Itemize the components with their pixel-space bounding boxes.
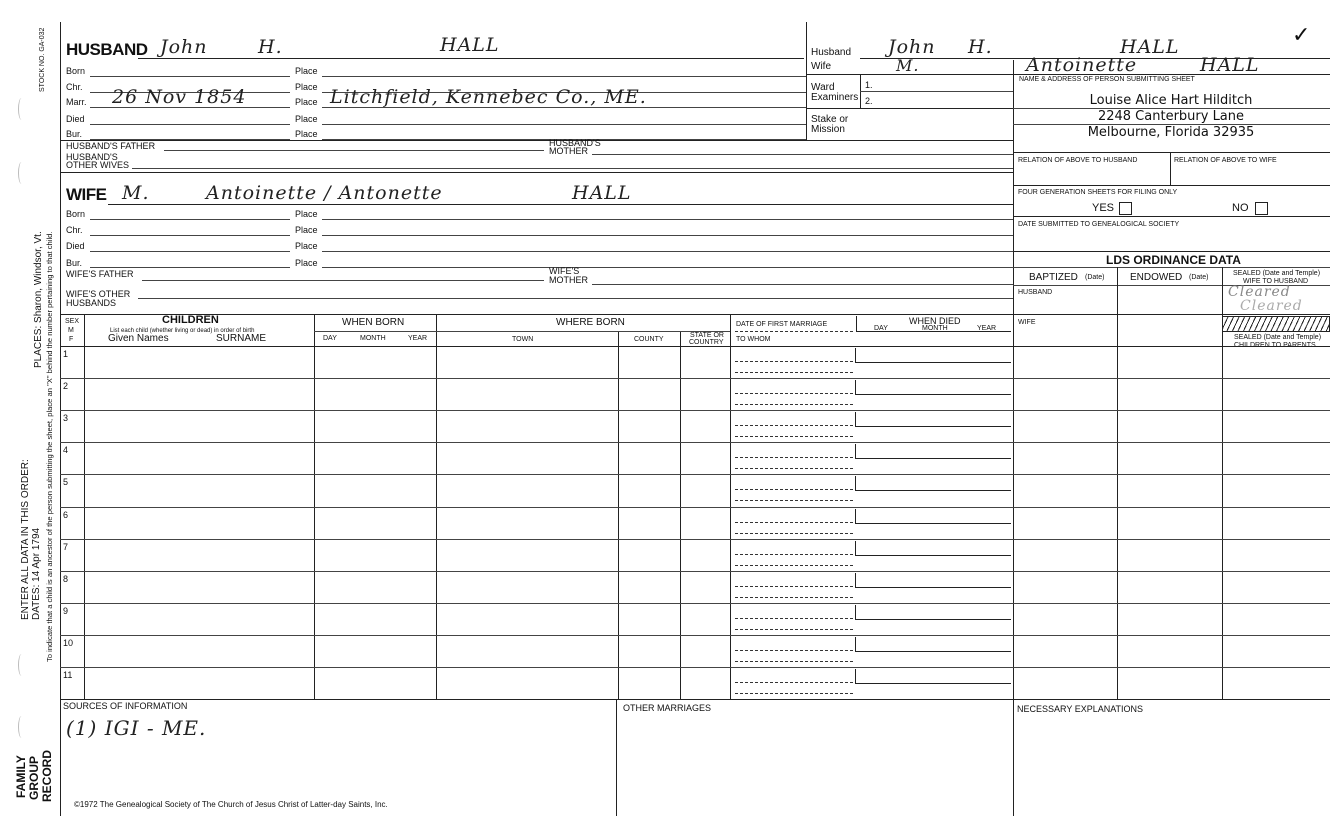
husband-bur-place-label: Place <box>295 129 318 139</box>
wife-chr-place-label: Place <box>295 225 318 235</box>
relation-divider <box>1170 152 1171 185</box>
copyright: ©1972 The Genealogical Society of The Church of Jesus Christ of Latter-day Saints, Inc. <box>74 800 388 809</box>
wife-other-husbands-line <box>138 298 1013 299</box>
lds-husband-label: HUSBAND <box>1018 289 1053 296</box>
wife-chr-label: Chr. <box>66 225 83 235</box>
wife-mother-label-1: WIFE'S <box>549 266 580 276</box>
child-row-number: 2 <box>63 381 69 391</box>
state-label-2: COUNTRY <box>689 339 724 346</box>
lds-cleared-1: Cleared <box>1228 284 1291 300</box>
born-year-label: YEAR <box>408 335 428 342</box>
child-to-whom-dash[interactable] <box>735 372 853 373</box>
header-wife-line <box>806 74 1013 75</box>
child-to-whom-dash[interactable] <box>735 661 853 662</box>
form-title-line-3: RECORD <box>40 749 54 802</box>
child-to-whom-dash[interactable] <box>735 468 853 469</box>
header-husband-label: Husband <box>811 47 852 58</box>
husband-born-line <box>90 76 290 77</box>
child-marriage-date-dash[interactable] <box>735 586 853 587</box>
left-border <box>60 22 61 816</box>
submitter-city: Melbourne, Florida 32935 <box>1087 125 1255 140</box>
examiner-1: 1. <box>865 80 873 90</box>
child-died-box[interactable] <box>855 637 1011 652</box>
stake-label: Stake or <box>811 114 849 125</box>
child-marriage-date-dash[interactable] <box>735 489 853 490</box>
yes-checkbox[interactable] <box>1119 202 1132 215</box>
husband-died-place-label: Place <box>295 114 318 124</box>
wife-name-variants: Antoinette / Antonette <box>206 182 443 204</box>
children-subheader-line <box>314 331 730 332</box>
child-died-box[interactable] <box>855 605 1011 620</box>
child-row-divider <box>60 410 1330 411</box>
header-husband-name: John <box>888 36 936 58</box>
four-gen-bottom <box>1013 216 1330 217</box>
husband-marr-date: 26 Nov 1854 <box>112 86 247 108</box>
wife-born-label: Born <box>66 209 86 219</box>
date-submitted-bottom <box>1013 251 1330 252</box>
child-died-box[interactable] <box>855 573 1011 588</box>
yes-label: YES <box>1092 202 1115 214</box>
child-row-divider <box>60 539 1330 540</box>
child-row-number: 6 <box>63 510 69 520</box>
wife-name-line <box>108 204 1013 205</box>
child-row-number: 8 <box>63 574 69 584</box>
child-marriage-date-dash[interactable] <box>735 682 853 683</box>
instructions-order: ENTER ALL DATA IN THIS ORDER: <box>20 459 31 620</box>
state-label-1: STATE OR <box>690 332 724 339</box>
wife-died-place-label: Place <box>295 241 318 251</box>
examiners-label: Examiners <box>811 92 859 103</box>
children-note: List each child (whether living or dead) in order of birth <box>110 328 255 334</box>
child-row-divider <box>60 667 1330 668</box>
lds-cleared-2: Cleared <box>1240 298 1303 314</box>
husband-middle-initial: H. <box>258 36 283 58</box>
child-marriage-date-dash[interactable] <box>735 522 853 523</box>
ward-bottom-line <box>806 108 1013 109</box>
sources-value: (1) IGI - ME. <box>66 716 207 740</box>
wife-born-place-line <box>322 219 1013 220</box>
child-marriage-date-dash[interactable] <box>735 554 853 555</box>
ward-label: Ward <box>811 82 835 93</box>
wife-father-label: WIFE'S FATHER <box>66 269 134 279</box>
child-marriage-date-dash[interactable] <box>735 457 853 458</box>
child-row-number: 3 <box>63 413 69 423</box>
county-label: COUNTY <box>634 336 664 343</box>
husband-marr-place: Litchfield, Kennebec Co., ME. <box>330 86 647 108</box>
check-mark: ✓ <box>1292 22 1311 47</box>
wife-bur-place-line <box>322 267 1013 268</box>
husband-died-line <box>90 124 290 125</box>
husband-chr-place-label: Place <box>295 82 318 92</box>
lds-hatch <box>1222 316 1330 332</box>
wife-born-place-label: Place <box>295 209 318 219</box>
first-marriage-label: DATE OF FIRST MARRIAGE <box>736 321 828 328</box>
instructions-places: PLACES: Sharon, Windsor, Vt. <box>33 231 44 368</box>
instructions-ancestor: To indicate that a child is an ancestor of the person submitting the sheet, place an "X" behind the number pertaining to that child. <box>45 231 54 662</box>
children-col-state <box>680 331 681 699</box>
child-died-box[interactable] <box>855 380 1011 395</box>
born-month-label: MONTH <box>360 335 386 342</box>
husband-born-place-line <box>322 76 806 77</box>
wife-other-husbands-label-1: WIFE'S OTHER <box>66 289 131 299</box>
husband-father-top-line <box>60 140 1013 141</box>
wife-section-bottom <box>60 314 1330 315</box>
husband-mother-line <box>592 154 1013 155</box>
explanations-label: NECESSARY EXPLANATIONS <box>1017 704 1144 714</box>
lds-sealed-wife-label-2: WIFE TO HUSBAND <box>1243 278 1309 285</box>
punch-mark-2 <box>18 162 25 184</box>
husband-section-bottom <box>60 172 1013 173</box>
four-gen-label: FOUR GENERATION SHEETS FOR FILING ONLY <box>1018 189 1178 196</box>
wife-chr-place-line <box>322 235 1013 236</box>
child-row-divider <box>60 442 1330 443</box>
husband-name-line <box>138 58 804 59</box>
husband-chr-label: Chr. <box>66 82 83 92</box>
husband-bur-label: Bur. <box>66 129 83 139</box>
child-marriage-date-dash[interactable] <box>735 618 853 619</box>
children-title: CHILDREN <box>162 314 219 326</box>
lds-endowed-date: (Date) <box>1189 274 1209 281</box>
child-row-number: 5 <box>63 477 69 487</box>
child-to-whom-dash[interactable] <box>735 597 853 598</box>
when-died-box <box>856 316 1011 332</box>
husband-died-place-line <box>322 124 806 125</box>
husband-given-name: John <box>160 36 208 58</box>
husband-mother-label-2: MOTHER <box>549 146 588 156</box>
where-born-label: WHERE BORN <box>556 317 625 328</box>
sources-label: SOURCES OF INFORMATION <box>63 701 188 711</box>
child-row-divider <box>60 571 1330 572</box>
children-table-bottom <box>60 699 1330 700</box>
wife-mother-label-2: MOTHER <box>549 275 588 285</box>
husband-other-wives-line <box>132 168 1013 169</box>
child-died-box[interactable] <box>855 348 1011 363</box>
wife-born-line <box>90 219 290 220</box>
child-died-box[interactable] <box>855 444 1011 459</box>
wife-bur-place-label: Place <box>295 258 318 268</box>
child-to-whom-dash[interactable] <box>735 629 853 630</box>
husband-born-label: Born <box>66 66 86 76</box>
footer-divider-1 <box>616 699 617 816</box>
lds-title: LDS ORDINANCE DATA <box>1106 253 1241 267</box>
children-col-county <box>618 331 619 699</box>
header-wife-initial: M. <box>896 56 920 75</box>
header-wife-surname: HALL <box>1200 54 1260 76</box>
form-title-line-1: FAMILY <box>14 755 28 798</box>
sex-f: F <box>69 336 74 343</box>
center-divider <box>806 22 807 140</box>
no-label: NO <box>1232 202 1249 214</box>
child-row-number: 11 <box>63 670 73 680</box>
child-row-divider <box>60 378 1330 379</box>
husband-died-label: Died <box>66 114 85 124</box>
mission-label: Mission <box>811 124 845 135</box>
other-marriages-label: OTHER MARRIAGES <box>623 703 712 713</box>
wife-died-place-line <box>322 251 1013 252</box>
wife-given-initial: M. <box>122 182 150 204</box>
husband-father-label: HUSBAND'S FATHER <box>66 141 156 151</box>
husband-marr-place-label: Place <box>295 97 318 107</box>
wife-title: WIFE <box>66 185 107 204</box>
no-checkbox[interactable] <box>1255 202 1268 215</box>
punch-mark-4 <box>18 716 25 738</box>
relation-bottom <box>1013 185 1330 186</box>
submitter-bottom <box>1013 152 1330 153</box>
relation-wife-label: RELATION OF ABOVE TO WIFE <box>1174 157 1277 164</box>
wife-bur-label: Bur. <box>66 258 83 268</box>
header-wife-label: Wife <box>811 61 831 72</box>
lds-baptized-label: BAPTIZED <box>1029 272 1078 283</box>
husband-title: HUSBAND <box>66 40 148 59</box>
children-header-bottom <box>60 346 1330 347</box>
child-to-whom-dash[interactable] <box>735 565 853 566</box>
sex-m: M <box>68 327 74 334</box>
wife-died-label: Died <box>66 241 85 251</box>
husband-surname: HALL <box>440 34 500 56</box>
lds-sealed-wife-label-1: SEALED (Date and Temple) <box>1233 270 1321 277</box>
husband-mother-label-1: HUSBAND'S <box>549 138 601 148</box>
lds-endowed-label: ENDOWED <box>1130 272 1183 283</box>
child-marriage-date-dash[interactable] <box>735 650 853 651</box>
town-label: TOWN <box>512 336 534 343</box>
instructions-dates: DATES: 14 Apr 1794 <box>31 527 42 620</box>
lds-baptized-date: (Date) <box>1085 274 1105 281</box>
wife-other-husbands-label-2: HUSBANDS <box>66 298 117 308</box>
lds-title-line <box>1013 267 1330 268</box>
child-row-divider <box>60 474 1330 475</box>
child-to-whom-dash[interactable] <box>735 693 853 694</box>
when-born-label: WHEN BORN <box>342 317 405 328</box>
child-row-number: 10 <box>63 638 74 648</box>
child-marriage-date-dash[interactable] <box>735 425 853 426</box>
child-died-box[interactable] <box>855 541 1011 556</box>
died-month-label: MONTH <box>922 325 948 332</box>
submitter-name: Louise Alice Hart Hilditch <box>1089 93 1253 108</box>
child-to-whom-dash[interactable] <box>735 500 853 501</box>
child-row-number: 4 <box>63 445 69 455</box>
relation-husband-label: RELATION OF ABOVE TO HUSBAND <box>1018 157 1138 164</box>
child-to-whom-dash[interactable] <box>735 436 853 437</box>
husband-parents-line <box>164 150 544 151</box>
given-names-label: Given Names <box>108 333 169 344</box>
husband-other-wives-label-1: HUSBAND'S <box>66 152 118 162</box>
died-year-label: YEAR <box>977 325 997 332</box>
submitter-label: NAME & ADDRESS OF PERSON SUBMITTING SHEET <box>1019 76 1195 83</box>
child-marriage-date-dash[interactable] <box>735 361 853 362</box>
submitter-street: 2248 Canterbury Lane <box>1097 109 1245 124</box>
right-panel-divider <box>1013 60 1014 816</box>
when-died-label: WHEN DIED <box>909 316 961 326</box>
child-row-divider <box>60 507 1330 508</box>
child-to-whom-dash[interactable] <box>735 404 853 405</box>
child-row-divider <box>60 635 1330 636</box>
punch-mark-1 <box>18 98 25 120</box>
husband-other-wives-label-2: OTHER WIVES <box>66 160 130 170</box>
child-row-number: 7 <box>63 542 69 552</box>
lds-sealed-children-label-1: SEALED (Date and Temple) <box>1234 334 1322 341</box>
wife-surname: HALL <box>572 182 632 204</box>
child-died-box[interactable] <box>855 669 1011 684</box>
date-submitted-label: DATE SUBMITTED TO GENEALOGICAL SOCIETY <box>1018 221 1180 228</box>
header-husband-surname: HALL <box>1120 36 1180 58</box>
examiner-1-line <box>860 91 1013 92</box>
child-row-divider <box>60 603 1330 604</box>
child-died-box[interactable] <box>855 412 1011 427</box>
stock-number: STOCK NO. GA-032 <box>39 27 46 92</box>
examiner-2: 2. <box>865 96 873 106</box>
lds-wife-label: WIFE <box>1018 319 1036 326</box>
wife-chr-line <box>90 235 290 236</box>
children-surname-label: SURNAME <box>216 333 267 344</box>
to-whom-label: TO WHOM <box>736 336 771 343</box>
child-row-number: 1 <box>63 349 69 359</box>
child-died-box[interactable] <box>855 509 1011 524</box>
wife-father-line <box>142 280 544 281</box>
husband-born-place-label: Place <box>295 66 318 76</box>
header-husband-middle: H. <box>968 36 993 58</box>
wife-bur-line <box>90 267 290 268</box>
sex-label: SEX <box>65 318 80 325</box>
died-day-label: DAY <box>874 325 888 332</box>
wife-died-line <box>90 251 290 252</box>
first-marriage-dash <box>735 331 853 332</box>
child-marriage-date-dash[interactable] <box>735 393 853 394</box>
child-to-whom-dash[interactable] <box>735 533 853 534</box>
form-title-line-2: GROUP <box>27 755 41 800</box>
child-row-number: 9 <box>63 606 69 616</box>
husband-marr-label: Marr. <box>66 97 87 107</box>
header-wife-given: Antoinette <box>1026 54 1138 76</box>
punch-mark-3 <box>18 654 25 676</box>
born-day-label: DAY <box>323 335 337 342</box>
lds-sealed-children-label-2: CHILDREN TO PARENTS <box>1234 342 1316 349</box>
child-died-box[interactable] <box>855 476 1011 491</box>
wife-mother-line <box>592 284 1013 285</box>
